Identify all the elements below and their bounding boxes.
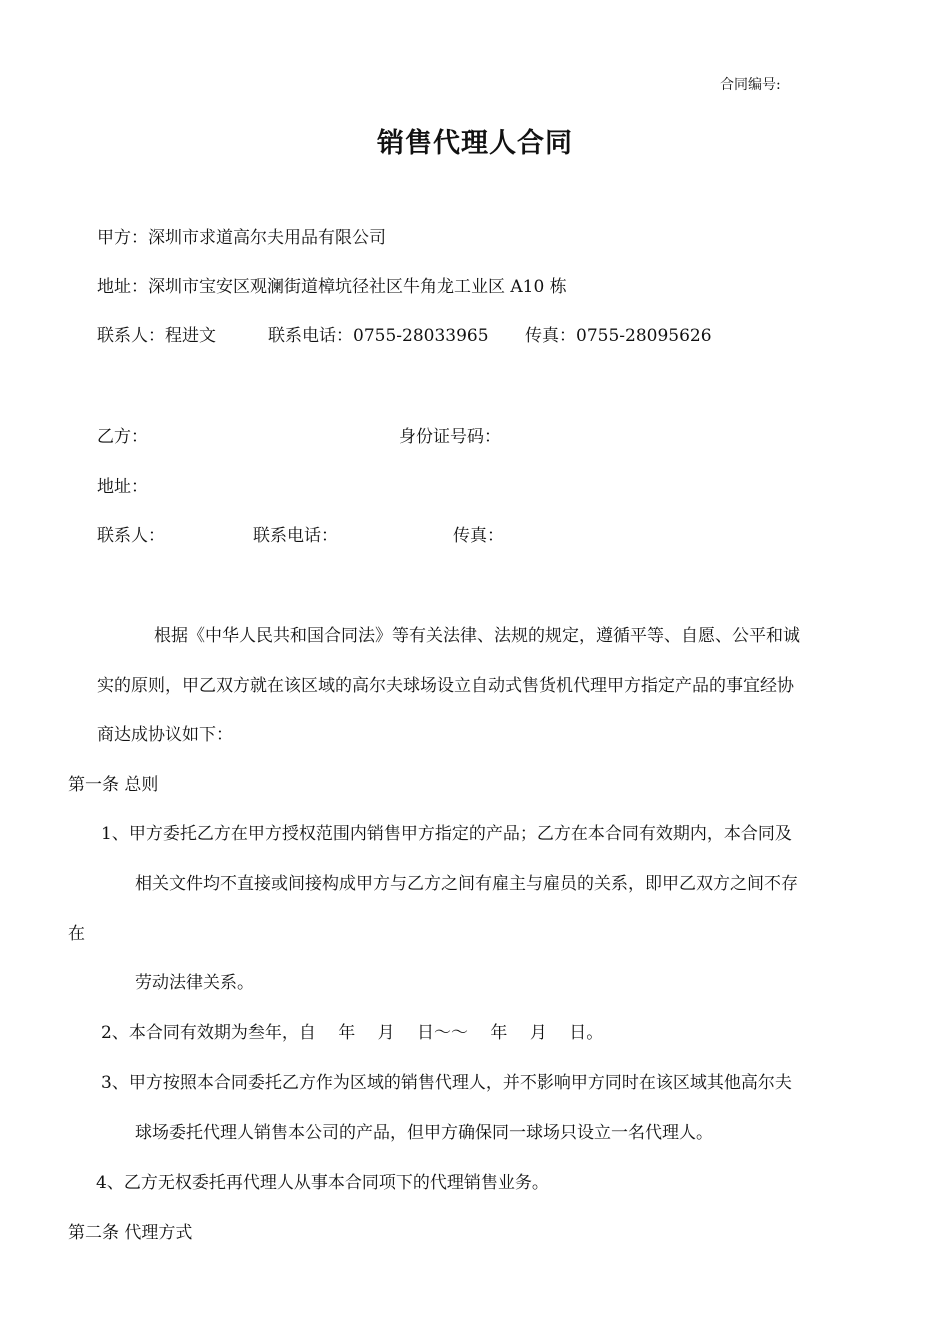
article-1-heading: 第一条 总则 xyxy=(68,775,159,795)
article-1-item-4: 4、乙方无权委托再代理人从事本合同项下的代理销售业务。 xyxy=(96,1173,549,1193)
article-1-item-3-line-1: 3、甲方按照本合同委托乙方作为区域的销售代理人，并不影响甲方同时在该区域其他高尔夫 xyxy=(101,1073,792,1093)
party-a-address: 地址：深圳市宝安区观澜街道樟坑径社区牛角龙工业区 A10 栋 xyxy=(97,277,567,297)
article-1-item-1-line-1: 1、甲方委托乙方在甲方授权范围内销售甲方指定的产品；乙方在本合同有效期内，本合同及 xyxy=(101,824,792,844)
article-1-item-3-line-2: 球场委托代理人销售本公司的产品，但甲方确保同一球场只设立一名代理人。 xyxy=(135,1123,713,1143)
article-1-item-1-line-2: 相关文件均不直接或间接构成甲方与乙方之间有雇主与雇员的关系，即甲乙双方之间不存 xyxy=(135,874,798,894)
party-b-phone-label: 联系电话： xyxy=(253,526,338,546)
preamble-line-2: 实的原则，甲乙双方就在该区域的高尔夫球场设立自动式售货机代理甲方指定产品的事宜经协 xyxy=(97,676,794,696)
contract-number-label: 合同编号: xyxy=(720,77,781,93)
page-title: 销售代理人合同 xyxy=(377,128,573,159)
party-a-fax: 传真：0755-28095626 xyxy=(525,326,712,346)
party-b-fax-label: 传真： xyxy=(453,526,504,546)
party-b-id-label: 身份证号码： xyxy=(399,427,501,447)
party-b-address-label: 地址： xyxy=(97,477,148,497)
article-1-item-1-line-4: 劳动法律关系。 xyxy=(135,973,254,993)
preamble-line-3: 商达成协议如下： xyxy=(97,725,233,745)
preamble-line-1: 根据《中华人民共和国合同法》等有关法律、法规的规定，遵循平等、自愿、公平和诚 xyxy=(154,626,800,646)
party-b-contact-label: 联系人： xyxy=(97,526,165,546)
article-1-item-1-line-3: 在 xyxy=(68,924,85,944)
party-a-contact: 联系人：程进文 xyxy=(97,326,216,346)
party-a-phone: 联系电话：0755-28033965 xyxy=(268,326,489,346)
party-a-name: 甲方：深圳市求道高尔夫用品有限公司 xyxy=(97,228,386,248)
party-b-name-label: 乙方： xyxy=(97,427,148,447)
article-2-heading: 第二条 代理方式 xyxy=(68,1223,193,1243)
article-1-item-2: 2、本合同有效期为叁年，自 年 月 日～～ 年 月 日。 xyxy=(101,1023,604,1043)
